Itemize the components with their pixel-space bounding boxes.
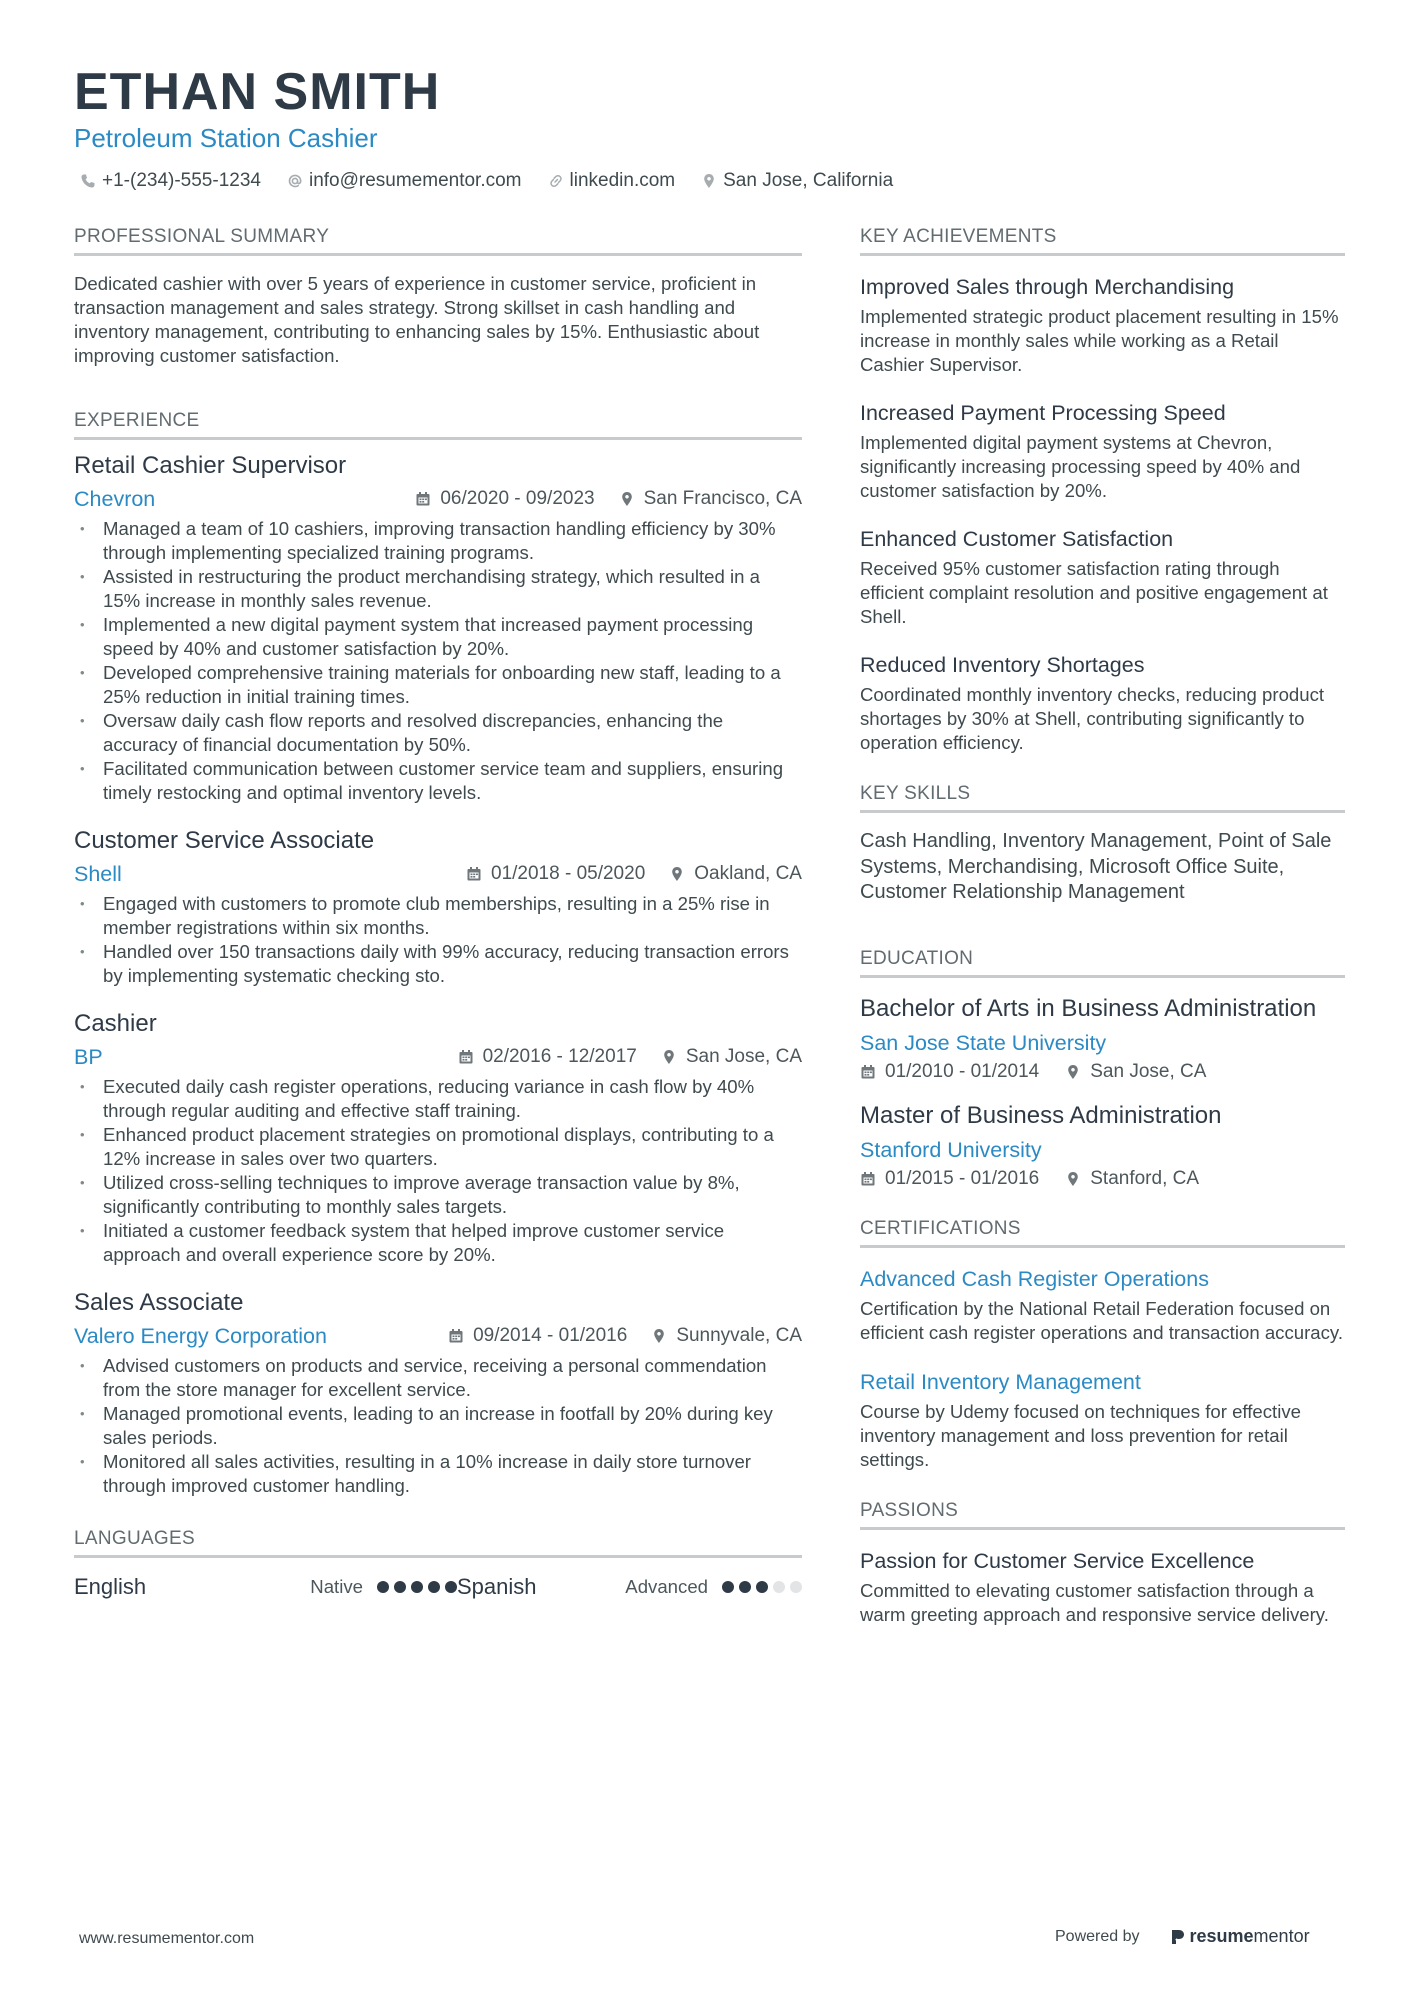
certification-item [860, 1264, 1345, 1345]
calendar-icon [415, 491, 431, 507]
achievement-title: Enhanced Customer Satisfaction [860, 527, 1174, 551]
candidate-name: ETHAN SMITH [74, 63, 441, 121]
contact-phone-text: +1-(234)-555-1234 [102, 170, 261, 191]
languages-heading: LANGUAGES [74, 1526, 802, 1558]
achievement-title: Reduced Inventory Shortages [860, 653, 1145, 677]
job-location: Oakland, CA [694, 863, 802, 884]
achievements-heading: KEY ACHIEVEMENTS [860, 224, 1345, 256]
rating-dot [377, 1581, 389, 1593]
job-location: Sunnyvale, CA [676, 1325, 802, 1346]
rating-dot [756, 1581, 768, 1593]
contact-bar [80, 168, 893, 194]
education-item [860, 994, 1345, 1083]
rating-dot [411, 1581, 423, 1593]
passion-item [860, 1546, 1345, 1627]
language-name: English [74, 1574, 147, 1599]
location-icon [619, 491, 635, 507]
job-entry [74, 450, 802, 805]
job-location: San Jose, CA [685, 1046, 802, 1067]
calendar-icon [448, 1328, 464, 1344]
job-title: Sales Associate [74, 1289, 244, 1316]
education-dates: 01/2010 - 01/2014 [885, 1060, 1040, 1082]
at-icon [287, 173, 303, 189]
contact-email-text: info@resumementor.com [308, 170, 522, 191]
rating-dot [428, 1581, 440, 1593]
language-level: Native [310, 1576, 363, 1597]
job-meta [74, 1321, 802, 1351]
rating-dot [739, 1581, 751, 1593]
list-item: • Implemented a new digital payment system that increased payment processing speed by 40% and customer satisfaction by 20%. [74, 613, 802, 661]
rating-dot [790, 1581, 802, 1593]
achievement-item [860, 524, 1345, 629]
job-meta [74, 484, 802, 514]
education-degree: Master of Business Administration [860, 1101, 1222, 1129]
brand-bold: resume [1189, 1926, 1254, 1946]
passions-section [860, 1498, 1345, 1627]
list-item: • Initiated a customer feedback system that helped improve customer service approach and overall experience score by 20%. [74, 1219, 802, 1267]
job-entry [74, 825, 802, 988]
education-school: San Jose State University [860, 1030, 1107, 1055]
job-title: Retail Cashier Supervisor [74, 452, 347, 479]
certification-desc: Certification by the National Retail Federation focused on efficient cash register operations and transaction accuracy. [860, 1297, 1344, 1343]
footer-powered [1055, 1926, 1310, 1947]
rating-dot [722, 1581, 734, 1593]
rating-dot [773, 1581, 785, 1593]
location-icon [1065, 1064, 1081, 1080]
list-item: • Assisted in restructuring the product merchandising strategy, which resulted in a 15% increase in monthly sales revenue. [74, 565, 802, 613]
calendar-icon [458, 1049, 474, 1065]
footer-website[interactable]: www.resumementor.com [79, 1930, 255, 1947]
job-dates: 02/2016 - 12/2017 [482, 1046, 637, 1067]
skills-text: Cash Handling, Inventory Management, Point of Sale Systems, Merchandising, Microsoft Office Suite, Customer Relationship Management [860, 830, 1332, 903]
experience-heading: EXPERIENCE [74, 408, 802, 440]
achievement-item [860, 398, 1345, 503]
achievement-desc: Implemented strategic product placement resulting in 15% increase in monthly sales while working as a Retail Cashier Supervisor. [860, 306, 1339, 375]
job-bullets [74, 1354, 802, 1498]
calendar-icon [466, 866, 482, 882]
list-item: • Monitored all sales activities, resulting in a 10% increase in daily store turnover through improved customer handling. [74, 1450, 802, 1498]
language-rating [377, 1581, 457, 1593]
achievement-desc: Coordinated monthly inventory checks, reducing product shortages by 30% at Shell, contributing significantly to operation efficiency. [860, 684, 1325, 753]
passion-desc: Committed to elevating customer satisfaction through a warm greeting approach and responsive service delivery. [860, 1579, 1329, 1625]
contact-linkedin-text: linkedin.com [569, 170, 676, 191]
list-item: • Managed promotional events, leading to an increase in footfall by 20% during key sales periods. [74, 1402, 802, 1450]
job-bullets [74, 517, 802, 805]
job-company: Valero Energy Corporation [74, 1324, 327, 1348]
certification-desc: Course by Udemy focused on techniques for effective inventory management and loss prevention for retail settings. [860, 1400, 1301, 1470]
left-column [74, 224, 802, 1640]
job-meta [74, 1042, 802, 1072]
achievement-item [860, 272, 1345, 377]
education-dates: 01/2015 - 01/2016 [885, 1167, 1040, 1189]
summary-section [74, 224, 802, 368]
list-item: • Advised customers on products and service, receiving a personal commendation from the store manager for excellent service. [74, 1354, 802, 1402]
rating-dot [394, 1581, 406, 1593]
passions-heading: PASSIONS [860, 1498, 1345, 1530]
job-title: Customer Service Associate [74, 827, 375, 854]
candidate-title: Petroleum Station Cashier [74, 123, 378, 153]
education-location: San Jose, CA [1090, 1060, 1207, 1082]
certification-item [860, 1367, 1345, 1472]
certification-title: Advanced Cash Register Operations [860, 1266, 1209, 1291]
passion-title: Passion for Customer Service Excellence [860, 1548, 1255, 1573]
powered-by-label: Powered by [1055, 1927, 1140, 1945]
brand-logo[interactable] [1170, 1926, 1310, 1947]
job-entry [74, 1287, 802, 1498]
rating-dot [445, 1581, 457, 1593]
language-item [457, 1574, 802, 1600]
location-icon [661, 1049, 677, 1065]
job-title: Cashier [74, 1010, 157, 1037]
education-item [860, 1101, 1345, 1190]
language-rating [722, 1581, 802, 1593]
job-company: Chevron [74, 487, 156, 511]
right-column [860, 224, 1345, 1667]
job-location: San Francisco, CA [643, 488, 802, 509]
achievements-section [860, 224, 1345, 755]
skills-heading: KEY SKILLS [860, 781, 1345, 813]
certification-title: Retail Inventory Management [860, 1369, 1141, 1394]
education-location: Stanford, CA [1090, 1167, 1200, 1189]
brand-light: mentor [1253, 1926, 1310, 1946]
location-icon [669, 866, 685, 882]
education-degree: Bachelor of Arts in Business Administration [860, 994, 1317, 1022]
achievement-desc: Implemented digital payment systems at Chevron, significantly increasing processing speed by 40% and customer satisfaction by 20%. [860, 432, 1301, 501]
job-dates: 06/2020 - 09/2023 [440, 488, 595, 509]
certifications-section [860, 1216, 1345, 1472]
achievement-desc: Received 95% customer satisfaction rating through efficient complaint resolution and positive engagement at Shell. [860, 558, 1328, 627]
calendar-icon [860, 1064, 876, 1080]
calendar-icon [860, 1171, 876, 1187]
list-item: • Managed a team of 10 cashiers, improving transaction handling efficiency by 30% through implementing specialized training programs. [74, 517, 802, 565]
job-bullets [74, 892, 802, 988]
location-icon [1065, 1171, 1081, 1187]
summary-heading: PROFESSIONAL SUMMARY [74, 224, 802, 256]
certifications-heading: CERTIFICATIONS [860, 1216, 1345, 1248]
job-entry [74, 1008, 802, 1267]
job-company: Shell [74, 862, 122, 886]
list-item: • Facilitated communication between customer service team and suppliers, ensuring timely restocking and optimal inventory levels. [74, 757, 802, 805]
job-company: BP [74, 1045, 103, 1069]
link-icon [548, 173, 564, 189]
education-section [860, 946, 1345, 1190]
job-dates: 01/2018 - 05/2020 [491, 863, 646, 884]
list-item: • Handled over 150 transactions daily with 99% accuracy, reducing transaction errors by implementing systematic checking sto. [74, 940, 802, 988]
job-bullets [74, 1075, 802, 1267]
education-heading: EDUCATION [860, 946, 1345, 978]
contact-phone[interactable] [80, 168, 261, 194]
experience-section [74, 408, 802, 1498]
achievement-item [860, 650, 1345, 755]
skills-section [860, 781, 1345, 906]
location-icon [701, 173, 717, 189]
job-meta [74, 859, 802, 889]
list-item: • Enhanced product placement strategies on promotional displays, contributing to a 12% increase in sales over two quarters. [74, 1123, 802, 1171]
summary-text: Dedicated cashier with over 5 years of experience in customer service, proficient in transaction management and sales strategy. Strong skillset in cash handling and inventory management, contributing to enhancing sales by 15%. Enthusiastic about improving customer satisfaction. [74, 273, 760, 366]
list-item: • Oversaw daily cash flow reports and resolved discrepancies, enhancing the accuracy of financial documentation by 50%. [74, 709, 802, 757]
language-name: Spanish [457, 1574, 537, 1599]
contact-location-text: San Jose, California [723, 170, 894, 191]
contact-email[interactable] [287, 168, 522, 194]
list-item: • Engaged with customers to promote club memberships, resulting in a 25% rise in member registrations within six months. [74, 892, 802, 940]
phone-icon [80, 173, 96, 189]
education-school: Stanford University [860, 1137, 1042, 1162]
job-dates: 09/2014 - 01/2016 [473, 1325, 628, 1346]
language-item [74, 1574, 457, 1600]
location-icon [651, 1328, 667, 1344]
achievement-title: Increased Payment Processing Speed [860, 401, 1226, 425]
language-level: Advanced [625, 1576, 708, 1597]
languages-section [74, 1526, 802, 1600]
list-item: • Developed comprehensive training materials for onboarding new staff, leading to a 25% reduction in initial training times. [74, 661, 802, 709]
languages-list [74, 1574, 802, 1600]
contact-location [701, 168, 893, 194]
list-item: • Executed daily cash register operations, reducing variance in cash flow by 40% through regular auditing and effective staff training. [74, 1075, 802, 1123]
list-item: • Utilized cross-selling techniques to improve average transaction value by 8%, significantly contributing to monthly sales targets. [74, 1171, 802, 1219]
achievement-title: Improved Sales through Merchandising [860, 275, 1235, 299]
resumementor-logo-icon [1170, 1928, 1186, 1946]
contact-linkedin[interactable] [548, 168, 676, 194]
